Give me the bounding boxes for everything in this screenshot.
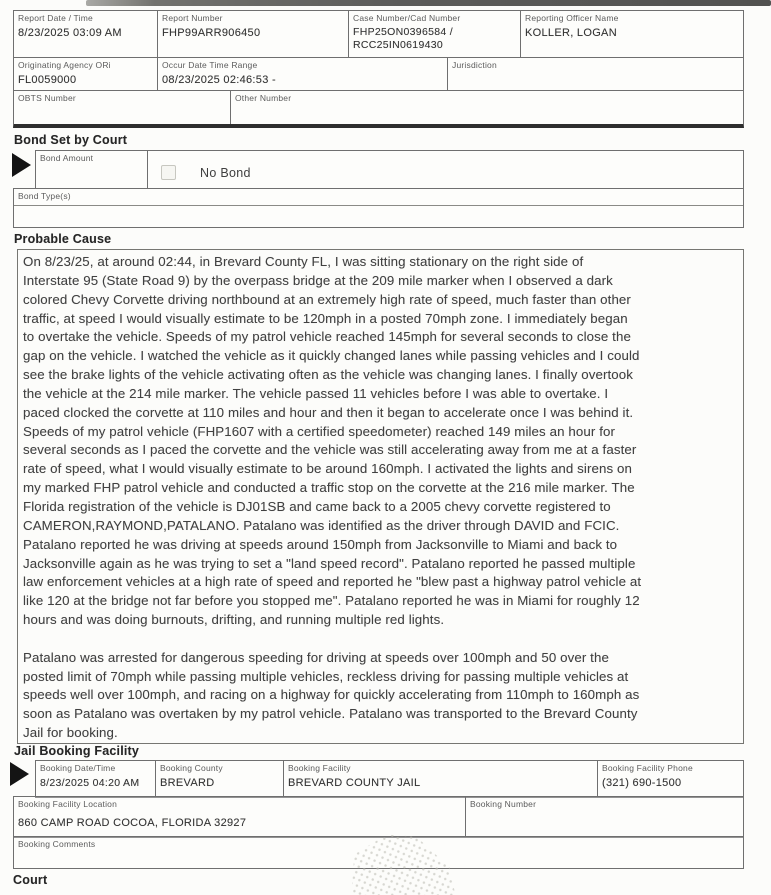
booking-phone-cell bbox=[598, 761, 743, 797]
officer-name-cell bbox=[521, 11, 743, 57]
jurisdiction-cell bbox=[448, 58, 743, 90]
probable-cause-line: several seconds as I paced the corvette and the vehicle was still accelerating away from me at a faster bbox=[23, 442, 637, 458]
no-bond-label: No Bond bbox=[200, 165, 251, 180]
scan-edge-artifact bbox=[86, 0, 771, 6]
jurisdiction-label: Jurisdiction bbox=[452, 60, 497, 70]
booking-row-1 bbox=[36, 761, 743, 797]
case-number-cell bbox=[349, 11, 521, 57]
probable-cause-line: Interstate 95 (State Road 9) by the overpass bridge at the 209 mile marker when I observed a dark bbox=[23, 272, 613, 288]
probable-cause-line: soon as Patalano was overtaken by my patrol vehicle. Patalano was transported to the Brevard County bbox=[23, 706, 638, 722]
occur-range-cell bbox=[158, 58, 448, 90]
case-number-value-line2: RCC25IN0619430 bbox=[353, 39, 444, 51]
probable-cause-line: my marked FHP patrol vehicle and conducted a traffic stop on the corvette at the 216 mile marker. The bbox=[23, 480, 635, 496]
header-row-2 bbox=[14, 58, 743, 91]
ori-value: FL0059000 bbox=[18, 74, 77, 86]
bond-row bbox=[36, 151, 743, 188]
probable-cause-line: Jacksonville again as he was trying to set a "land speed record". Patalano reported he passed multiple bbox=[23, 555, 636, 571]
other-number-cell bbox=[231, 91, 743, 124]
report-number-cell bbox=[158, 11, 349, 57]
probable-cause-line: like 120 at the bridge not far before you stopped me". Patalano reported he was in Miami for roughly 12 bbox=[23, 593, 640, 609]
booking-phone-label: Booking Facility Phone bbox=[602, 763, 693, 773]
bond-arrow-marker-icon bbox=[12, 153, 31, 177]
report-date-label: Report Date / Time bbox=[18, 13, 93, 23]
bond-types-box bbox=[13, 188, 744, 228]
probable-cause-line: posted limit of 70mph while passing multiple vehicles, reckless driving for passing multiple vehicles at bbox=[23, 668, 629, 684]
probable-cause-line: law enforcement vehicles at a high rate of speed and reported he "blew past a highway patrol vehicle at bbox=[23, 574, 642, 590]
obts-label: OBTS Number bbox=[18, 93, 76, 103]
report-header-table bbox=[13, 10, 744, 128]
booking-row-2 bbox=[14, 797, 743, 837]
booking-location-value: 860 CAMP ROAD COCOA, FLORIDA 32927 bbox=[18, 817, 247, 829]
other-number-label: Other Number bbox=[235, 93, 292, 103]
occur-range-label: Occur Date Time Range bbox=[162, 60, 258, 70]
probable-cause-line: speeds well over 100mph, and racing on a highway for quickly accelerating from 110mph to 160mph as bbox=[23, 687, 640, 703]
no-bond-checkbox bbox=[161, 165, 176, 180]
booking-phone-value: (321) 690-1500 bbox=[602, 777, 682, 789]
booking-date-value: 8/23/2025 04:20 AM bbox=[40, 777, 140, 789]
booking-facility-value: BREVARD COUNTY JAIL bbox=[288, 777, 421, 789]
probable-cause-line: rate of speed, what I would visually estimate to be around 160mph. I activated the lights and sirens on bbox=[23, 461, 633, 477]
booking-comments-row bbox=[14, 837, 743, 868]
booking-comments-box bbox=[13, 836, 744, 869]
booking-county-label: Booking County bbox=[160, 763, 223, 773]
probable-cause-line: to overtake the vehicle. Speeds of my patrol vehicle reached 145mph for several seconds to close the bbox=[23, 329, 631, 345]
booking-section-title: Jail Booking Facility bbox=[14, 744, 140, 758]
header-row-1 bbox=[14, 11, 743, 58]
probable-cause-line: Jail for booking. bbox=[23, 725, 118, 741]
probable-cause-line: paced clocked the corvette at 110 miles and hour and then it began to accelerate once I was behind it. bbox=[23, 404, 634, 420]
booking-table-row2 bbox=[13, 796, 744, 838]
booking-number-cell bbox=[466, 797, 743, 837]
booking-arrow-marker-icon bbox=[10, 762, 29, 786]
booking-facility-cell bbox=[284, 761, 598, 797]
probable-cause-line: gap on the vehicle. I watched the vehicle as it quickly changed lanes while passing vehicles and I could bbox=[23, 348, 640, 364]
probable-cause-line: Florida registration of the vehicle is DJ01SB and came back to a 2005 chevy corvette registered to bbox=[23, 498, 611, 514]
probable-cause-line: On 8/23/25, at around 02:44, in Brevard County FL, I was sitting stationary on the right side of bbox=[23, 254, 584, 269]
bond-table bbox=[35, 150, 744, 189]
report-date-cell bbox=[14, 11, 158, 57]
report-number-label: Report Number bbox=[162, 13, 223, 23]
booking-table-row1 bbox=[35, 760, 744, 798]
header-row-3 bbox=[14, 91, 743, 124]
ori-label: Originating Agency ORi bbox=[18, 60, 111, 70]
officer-name-value: KOLLER, LOGAN bbox=[525, 27, 617, 39]
probable-cause-line: Patalano was arrested for dangerous speeding for driving at speeds over 100mph and 50 over the bbox=[23, 649, 609, 665]
probable-cause-line: hours and was doing burnouts, drifting, and running multiple red lights. bbox=[23, 612, 445, 628]
occur-range-value: 08/23/2025 02:46:53 - bbox=[162, 74, 276, 86]
bond-amount-label: Bond Amount bbox=[40, 153, 94, 163]
booking-date-cell bbox=[36, 761, 156, 797]
report-date-value: 8/23/2025 03:09 AM bbox=[18, 27, 122, 39]
probable-cause-narrative bbox=[17, 249, 744, 744]
probable-cause-line bbox=[23, 630, 741, 649]
probable-cause-line: traffic, at speed I would visually estimate to be 120mph in a posted 70mph zone. I immediately began bbox=[23, 310, 628, 326]
booking-county-cell bbox=[156, 761, 284, 797]
report-number-value: FHP99ARR906450 bbox=[162, 27, 261, 39]
probable-cause-line: Patalano reported he was driving at speeds around 150mph from Jacksonville to Miami and back to bbox=[23, 536, 618, 552]
booking-county-value: BREVARD bbox=[160, 777, 215, 789]
court-section-title: Court bbox=[13, 873, 48, 887]
probable-cause-line: see the brake lights of the vehicle activating often as the vehicle was changing lanes. I finally overtook bbox=[23, 367, 634, 383]
probable-cause-line: CAMERON,RAYMOND,PATALANO. Patalano was identified as the driver through DAVID and FCIC. bbox=[23, 517, 620, 533]
probable-cause-line: the vehicle at the 214 mile marker. The vehicle passed 11 vehicles before I was able to overtake. I bbox=[23, 385, 609, 401]
booking-location-label: Booking Facility Location bbox=[18, 799, 118, 809]
booking-number-label: Booking Number bbox=[470, 799, 537, 809]
booking-location-cell bbox=[14, 797, 466, 837]
booking-date-label: Booking Date/Time bbox=[40, 763, 116, 773]
booking-comments-cell bbox=[14, 837, 743, 868]
ori-cell bbox=[14, 58, 158, 90]
booking-facility-label: Booking Facility bbox=[288, 763, 351, 773]
no-bond-cell bbox=[148, 151, 743, 188]
bond-amount-cell bbox=[36, 151, 148, 188]
booking-comments-label: Booking Comments bbox=[18, 839, 96, 849]
case-number-label: Case Number/Cad Number bbox=[353, 13, 461, 23]
probable-cause-line: colored Chevy Corvette driving northbound at an extremely high rate of speed, much faster than other bbox=[23, 291, 631, 307]
bond-types-label: Bond Type(s) bbox=[18, 191, 71, 201]
probable-cause-line: Speeds of my patrol vehicle (FHP1607 with a certified speedometer) reached 149 miles an hour for bbox=[23, 423, 616, 439]
obts-cell bbox=[14, 91, 231, 124]
officer-name-label: Reporting Officer Name bbox=[525, 13, 619, 23]
case-number-value-line1: FHP25ON0396584 / bbox=[353, 26, 453, 38]
probable-cause-section-title: Probable Cause bbox=[14, 232, 112, 246]
bond-section-title: Bond Set by Court bbox=[14, 133, 128, 147]
